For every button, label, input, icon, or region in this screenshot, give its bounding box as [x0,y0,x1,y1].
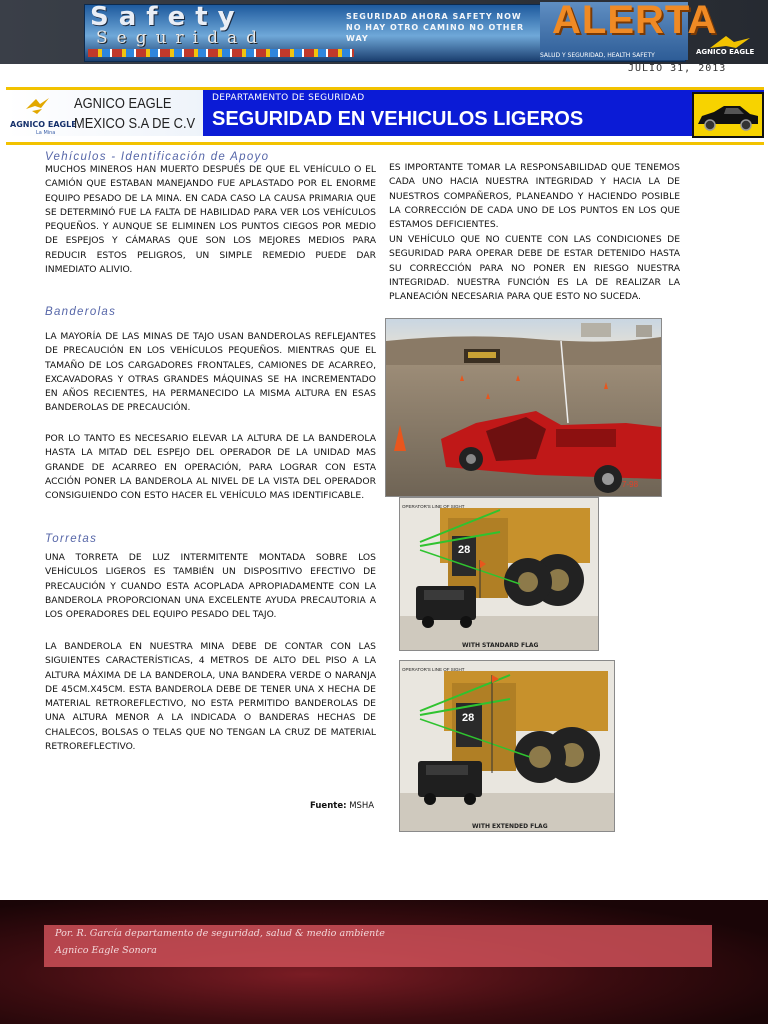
truck-number: 28 [458,544,471,556]
paragraph-banderolas-2: POR LO TANTO ES NECESARIO ELEVAR LA ALTURA DE LA BANDEROLA HASTA LA MITAD DEL ESPEJO DEL OPERADOR DE LA UNIDAD MAS GRANDE DE ACARREO EN OPERACIÓN, PARA LOGRAR CON ESTA ACCIÓN PONER LA BANDEROLA AL NIVEL DE LA VISTA DEL OPERADOR CONSIGUIENDO CON ESTO HACER EL VEHÍCULO MAS IDENTIFICABLE. [45,433,376,502]
source-value: MSHA [349,801,375,811]
footer-author: Por. R. García departamento de seguridad, salud & medio ambiente [55,928,385,939]
section-heading-torretas: Torretas [45,533,98,545]
alerta-subtitle: SALUD Y SEGURIDAD, HEALTH SAFETY [540,52,655,59]
company-name-line1: AGNICO EAGLE [74,95,172,112]
banner-tagline-line1: SEGURIDAD AHORA SAFETY NOW [346,12,522,21]
banner-tagline [346,11,546,44]
car-image [692,92,764,138]
truck-number: 28 [462,712,475,724]
line-of-sight-label: OPERATOR'S LINE OF SIGHT [402,504,465,509]
page-title: SEGURIDAD EN VEHICULOS LIGEROS [212,108,584,130]
caption-standard-flag: WITH STANDARD FLAG [462,642,539,649]
banner-tagline-line2: NO HAY OTRO CAMINO NO OTHER WAY [346,23,525,43]
extended-flag-photo [399,660,615,832]
issue-date: JULIO 31, 2013 [628,63,727,74]
crash-photo [385,318,662,497]
eagle-logo-icon [24,95,50,115]
section-heading-vehiculos: Vehículos - Identificación de Apoyo [45,151,270,163]
banner-seguridad-word: Seguridad [96,28,267,48]
company-name-line2: MEXICO S.A DE C.V [74,115,196,132]
source-label: Fuente: [310,801,347,811]
paragraph-torretas-1: UNA TORRETA DE LUZ INTERMITENTE MONTADA SOBRE LOS VEHÍCULOS LIGEROS ES TAMBIÉN UN DISPOSITIVO EFECTIVO DE PRECAUCIÓN Y CUANDO ESTA ACOPLADA APROPIADAMENTE CON LA BANDEROLA PROPORCIONAN UNA EXCELENTE AYUDA PRECAUTORIA A LOS OPERADORES DEL EQUIPO PESADO DEL TAJO. [45,552,376,621]
photo-date-stamp: 7-98 [622,480,639,489]
logo-wordmark: AGNICO EAGLE [10,120,77,129]
line-of-sight-label: OPERATOR'S LINE OF SIGHT [402,667,465,672]
paragraph-banderolas-1: LA MAYORÍA DE LAS MINAS DE TAJO USAN BANDEROLAS REFLEJANTES DE PRECAUCIÓN EN LOS VEHÍCULOS PEQUEÑOS. MIENTRAS QUE EL TAMAÑO DE LOS CARGADORES FRONTALES, CAMIONES DE ACARREO, EXCAVADORAS Y OTRAS GRANDES MÁQUINAS SE HA INCREMENTADO EN AÑOS RECIENTES, HA PERMANECIDO LA MISMA ALTURA EN ESAS BANDEROLAS DE PRECAUCIÓN. [45,331,376,414]
haul-truck-standard-flag-image [400,498,598,650]
flags-strip [88,49,354,57]
alerta-word: ALERTA [552,0,718,42]
car-icon [694,94,762,136]
source-credit [310,801,374,811]
footer-organization: Agnico Eagle Sonora [55,945,157,956]
company-name [74,94,195,134]
crushed-pickup-image [386,319,661,496]
paragraph-torretas-2: LA BANDEROLA EN NUESTRA MINA DEBE DE CONTAR CON LAS SIGUIENTES CARACTERÍSTICAS, 4 METROS DE ALTO DEL PISO A LA ALTURA MÁXIMA DE LA BANDEROLA, UNA BANDERA VERDE O NARANJA DE 45CM.X45CM. ESTA BANDEROLA DEBE DE TENER UNA X HECHA DE MATERIAL RETROREFLECTIVO, NO ESTA PERMITIDO BANDEROLAS DE UNA ALTURA MENOR A LA INDICADA O BANDERAS HECHAS DE CHALECOS, BOLSAS O TELAS QUE NO TENGAN LA CRUZ DE MATERIAL RETROREFLECTIVO. [45,641,376,753]
section-heading-banderolas: Banderolas [45,306,117,318]
banner-logo-text: AGNICO EAGLE [696,48,755,56]
haul-truck-extended-flag-image [400,661,614,831]
logo-tagline: La Mina [36,130,56,136]
standard-flag-photo [399,497,599,651]
paragraph-responsabilidad: ES IMPORTANTE TOMAR LA RESPONSABILIDAD QUE TENEMOS CADA UNO HACIA NUESTRA INTEGRIDAD Y HACIA LA DE NUESTROS COMPAÑEROS, PLANEANDO Y HACIENDO POSIBLE LA CORRECCIÓN DE CADA UNO DE LOS PUNTOS EN LOS QUE ESTAMOS DEFICIENTES. [389,162,680,231]
banner-safety-word: Safety [90,2,245,32]
paragraph-vehiculos: MUCHOS MINEROS HAN MUERTO DESPUÉS DE QUE EL VEHÍCULO O EL CAMIÓN QUE ESTABAN MANEJANDO FUE APLASTADO POR EL ENORME EQUIPO PESADO DE LA MINA. EN CADA CASO LA CAUSA PRIMARIA QUE SE DETERMINÓ FUE LA FALTA DE HABILIDAD PARA VER LOS VEHÍCULOS PEQUEÑOS. Y AUNQUE SE ELIMINEN LOS PUNTOS CIEGOS POR MEDIO DE ESPEJOS Y CÁMARAS QUE SON LOS MEJORES MEDIOS PARA REDUCIR ESTOS PELIGROS, UN SIMPLE REMEDIO PUEDE DAR INMEDIATO ALIVIO. [45,164,376,276]
caption-extended-flag: WITH EXTENDED FLAG [472,823,548,830]
department-label: DEPARTAMENTO DE SEGURIDAD [212,93,365,103]
paragraph-vehiculo-detenido: UN VEHÍCULO QUE NO CUENTE CON LAS CONDICIONES DE SEGURIDAD PARA OPERAR DEBE DE ESTAR DETENIDO HASTA SU CORRECCIÓN PARA NO PONER EN RIESGO NUESTRA INTEGRIDAD. NUESTRA FUNCIÓN ES LA DE REALIZAR LA PLANEACIÓN NECESARIA PARA QUE ESTO NO SUCEDA. [389,234,680,303]
